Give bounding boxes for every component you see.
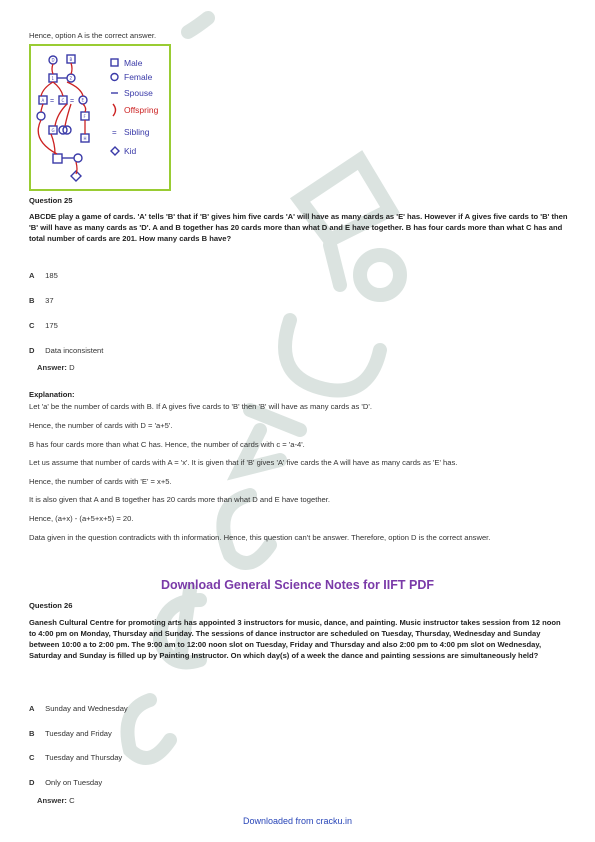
- q26-option-a[interactable]: [29, 703, 128, 714]
- diagram-label-p1: D: [51, 57, 55, 63]
- q25-answer-label: Answer:: [37, 363, 67, 372]
- q25-answer: [37, 362, 75, 373]
- q25-explanation-line: Let us assume that number of cards with A = 'x'. It is given that if 'B' gives 'A' five cards the A will have as many cards as 'E' has.: [29, 458, 458, 467]
- q26-option-b-text: Tuesday and Friday: [44, 729, 112, 738]
- q25-option-a-letter: A: [29, 271, 35, 280]
- q26-option-c-letter: C: [29, 753, 35, 762]
- q25-option-c-text: 175: [45, 321, 58, 330]
- q25-explanation-line: B has four cards more than what C has. Hence, the number of cards with c = 'a-4'.: [29, 440, 305, 449]
- q25-option-d-text: Data inconsistent: [45, 346, 104, 355]
- q26-option-a-letter: A: [29, 704, 35, 713]
- diagram-label-p2: B: [69, 57, 73, 62]
- q25-explanation-line: Hence, the number of cards with D = 'a+5'.: [29, 421, 173, 430]
- q26-option-b[interactable]: [29, 728, 112, 739]
- svg-text:=: =: [50, 98, 55, 105]
- diagram-label-p10: H: [83, 136, 87, 141]
- diagram-label-p3: 1: [51, 76, 55, 81]
- q25-option-a-text: 185: [45, 271, 58, 280]
- q26-option-d[interactable]: [29, 777, 102, 788]
- q26-option-d-letter: D: [29, 778, 35, 787]
- q26-option-b-letter: B: [29, 729, 35, 738]
- q25-explanation-line: Hence, (a+x) - (a+5+x+5) = 20.: [29, 514, 134, 523]
- q25-option-d-letter: D: [29, 346, 35, 355]
- q25-explanation-line: Hence, the number of cards with 'E' = x+5.: [29, 477, 172, 486]
- q25-option-d[interactable]: [29, 345, 103, 356]
- q25-option-b-text: 37: [45, 296, 54, 305]
- q25-option-b-letter: B: [29, 296, 35, 305]
- svg-text:=: =: [70, 98, 75, 105]
- family-tree-graphic: [31, 46, 169, 189]
- q26-title: Question 26: [29, 601, 73, 610]
- q25-title: Question 25: [29, 196, 73, 205]
- legend-kid: Kid: [124, 146, 137, 156]
- svg-text:=: =: [112, 128, 117, 137]
- legend-male: Male: [124, 58, 143, 68]
- q26-answer-value: C: [69, 796, 75, 805]
- q26-answer-label: Answer:: [37, 796, 67, 805]
- legend-spouse: Spouse: [124, 88, 153, 98]
- q26-option-c[interactable]: [29, 752, 122, 763]
- family-tree-diagram: [29, 44, 171, 191]
- q25-option-b[interactable]: [29, 295, 54, 306]
- diagram-label-p6: C: [61, 98, 65, 103]
- q26-answer: [37, 795, 75, 806]
- q25-text: ABCDE play a game of cards. 'A' tells 'B' that if 'B' gives him five cards 'A' will have as many cards as 'E' has. However if A gives five cards to 'B' then 'B' will have as many cards as 'D'. A and B together has 20 cards more than what D and E have together. B has four cards more than what C has and total number of cards are 201. How many cards B have?: [29, 212, 568, 243]
- diagram-label-p8: F: [83, 114, 86, 119]
- intro-text: Hence, option A is the correct answer.: [29, 31, 157, 40]
- promo-link[interactable]: Download General Science Notes for IIFT PDF: [161, 578, 434, 592]
- legend-offspring: Offspring: [124, 105, 159, 115]
- q25-explanation-line: Data given in the question contradicts with th information. Hence, this question can't be answer. Therefore, option D is the correct answer.: [29, 533, 491, 542]
- q26-text: Ganesh Cultural Centre for promoting arts has appointed 3 instructors for music, dance, and painting. Music instructor takes session from 12 noon to 4:00 pm on Monday, Thursday and Sunday. The sessions of dance instructor are scheduled on Tuesday, Thursday, Wednesday and Sunday between 10:00 a to 2:00 pm. The 9:00 am to 12:00 noon slot on Tuesday, Friday and Thursday and also 2:00 pm to 4:00 pm slot on Wednesday, Saturday and Sunday is filled up by Painting Instructor. On which day(s) of a week the dance and painting sessions are simultaneously held?: [29, 618, 561, 660]
- q25-option-c-letter: C: [29, 321, 35, 330]
- diagram-label-p7: E: [81, 97, 85, 103]
- q26-option-a-text: Sunday and Wednesday: [45, 704, 128, 713]
- q26-option-d-text: Only on Tuesday: [45, 778, 103, 787]
- q25-answer-value: D: [69, 363, 75, 372]
- diagram-label-p4: 2: [69, 75, 73, 81]
- q25-option-a[interactable]: [29, 270, 58, 281]
- q25-explanation-line: It is also given that A and B together has 20 cards more than what D and E have together.: [29, 495, 330, 504]
- q25-explanation-title: Explanation:: [29, 390, 75, 399]
- q25-explanation-line: Let 'a' be the number of cards with B. If A gives five cards to 'B' then 'B' will have as many cards as 'D'.: [29, 402, 372, 411]
- diagram-label-p5: A: [41, 98, 45, 103]
- q25-option-c[interactable]: [29, 320, 58, 331]
- legend-female: Female: [124, 72, 153, 82]
- diagram-label-p9: G: [51, 128, 55, 133]
- q26-option-c-text: Tuesday and Thursday: [44, 753, 123, 762]
- footer-link[interactable]: Downloaded from cracku.in: [242, 816, 353, 826]
- legend-sibling: Sibling: [124, 127, 150, 137]
